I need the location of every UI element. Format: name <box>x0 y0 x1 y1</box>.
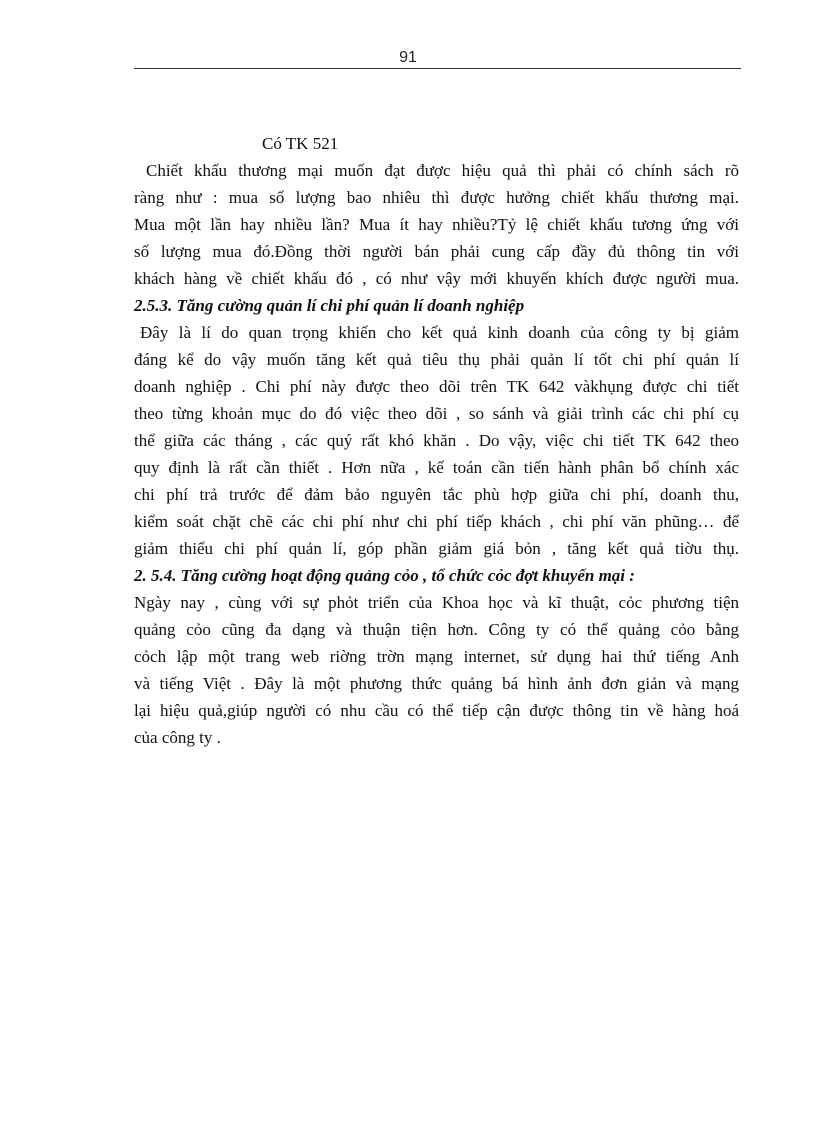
text-line: thể giữa các tháng , các quý rất khó khăn . Do vậy, việc chi tiết TK 642 theo <box>134 431 739 450</box>
text-line: kiểm soát chặt chẽ các chi phí như chi phí tiếp khách , chi phí văn phũng… để <box>134 512 739 531</box>
text-line: ràng như : mua số lượng bao nhiêu thì được hưởng chiết khấu thương mại. <box>134 188 739 207</box>
paragraph-commercial-discount <box>134 157 739 292</box>
text-line: Ngày nay , cùng với sự phỏt triển của Khoa học và kĩ thuật, cỏc phương tiện <box>134 593 739 612</box>
body-text <box>134 130 739 751</box>
section-heading-2-5-3: 2.5.3. Tăng cường quản lí chi phí quản lí doanh nghiệp <box>134 296 525 315</box>
page-number: 91 <box>399 49 417 66</box>
text-line: khách hàng về chiết khấu đó , có như vậy mới khuyến khích được người mua. <box>134 269 739 288</box>
text-line: lại hiệu quả,giúp người có nhu cầu có thể tiếp cận được thông tin về hàng hoá <box>134 701 739 720</box>
text-line: đáng kể do vậy muốn tăng kết quả tiêu thụ phải quản lí tốt chi phí quản lí <box>134 350 739 369</box>
section-heading-2-5-4: 2. 5.4. Tăng cường hoạt động quảng cỏo , tổ chức cỏc đợt khuyến mại : <box>134 566 635 585</box>
account-line: Có TK 521 <box>262 134 339 153</box>
text-line: số lượng mua đó.Đồng thời người bán phải cung cấp đầy đủ thông tin với <box>134 242 739 261</box>
text-line: quy định là rất cần thiết . Hơn nữa , kế toán cần tiến hành phân bổ chính xác <box>134 458 739 477</box>
paragraph-admin-costs <box>134 319 739 562</box>
text-line: doanh nghiệp . Chi phí này được theo dõi trên TK 642 vàkhụng được chi tiết <box>134 377 739 396</box>
text-line: Chiết khấu thương mại muốn đạt được hiệu quả thì phải có chính sách rõ <box>146 161 739 180</box>
text-line: cỏch lập một trang web riờng trờn mạng internet, sử dụng hai thứ tiếng Anh <box>134 647 739 666</box>
text-line: của công ty . <box>134 728 221 747</box>
text-line: theo từng khoản mục do đó việc theo dõi , so sánh và giải trình các chi phí cụ <box>134 404 739 423</box>
text-line: Đây là lí do quan trọng khiến cho kết quả kinh doanh của công ty bị giảm <box>140 323 739 342</box>
text-line: chi phí trả trước để đảm bảo nguyên tắc phù hợp giữa chi phí, doanh thu, <box>134 485 739 504</box>
text-line: quảng cỏo cũng đa dạng và thuận tiện hơn. Công ty có thể quảng cỏo bằng <box>134 620 739 639</box>
text-line: Mua một lần hay nhiều lần? Mua ít hay nhiều?Tỷ lệ chiết khấu tương ứng với <box>134 215 739 234</box>
text-line: giảm thiểu chi phí quản lí, góp phần giảm giá bỏn , tăng kết quả tiờu thụ. <box>134 539 739 558</box>
text-line: và tiếng Việt . Đây là một phương thức quảng bá hình ảnh đơn giản và mạng <box>134 674 739 693</box>
header-rule <box>134 68 741 69</box>
paragraph-advertising <box>134 589 739 751</box>
